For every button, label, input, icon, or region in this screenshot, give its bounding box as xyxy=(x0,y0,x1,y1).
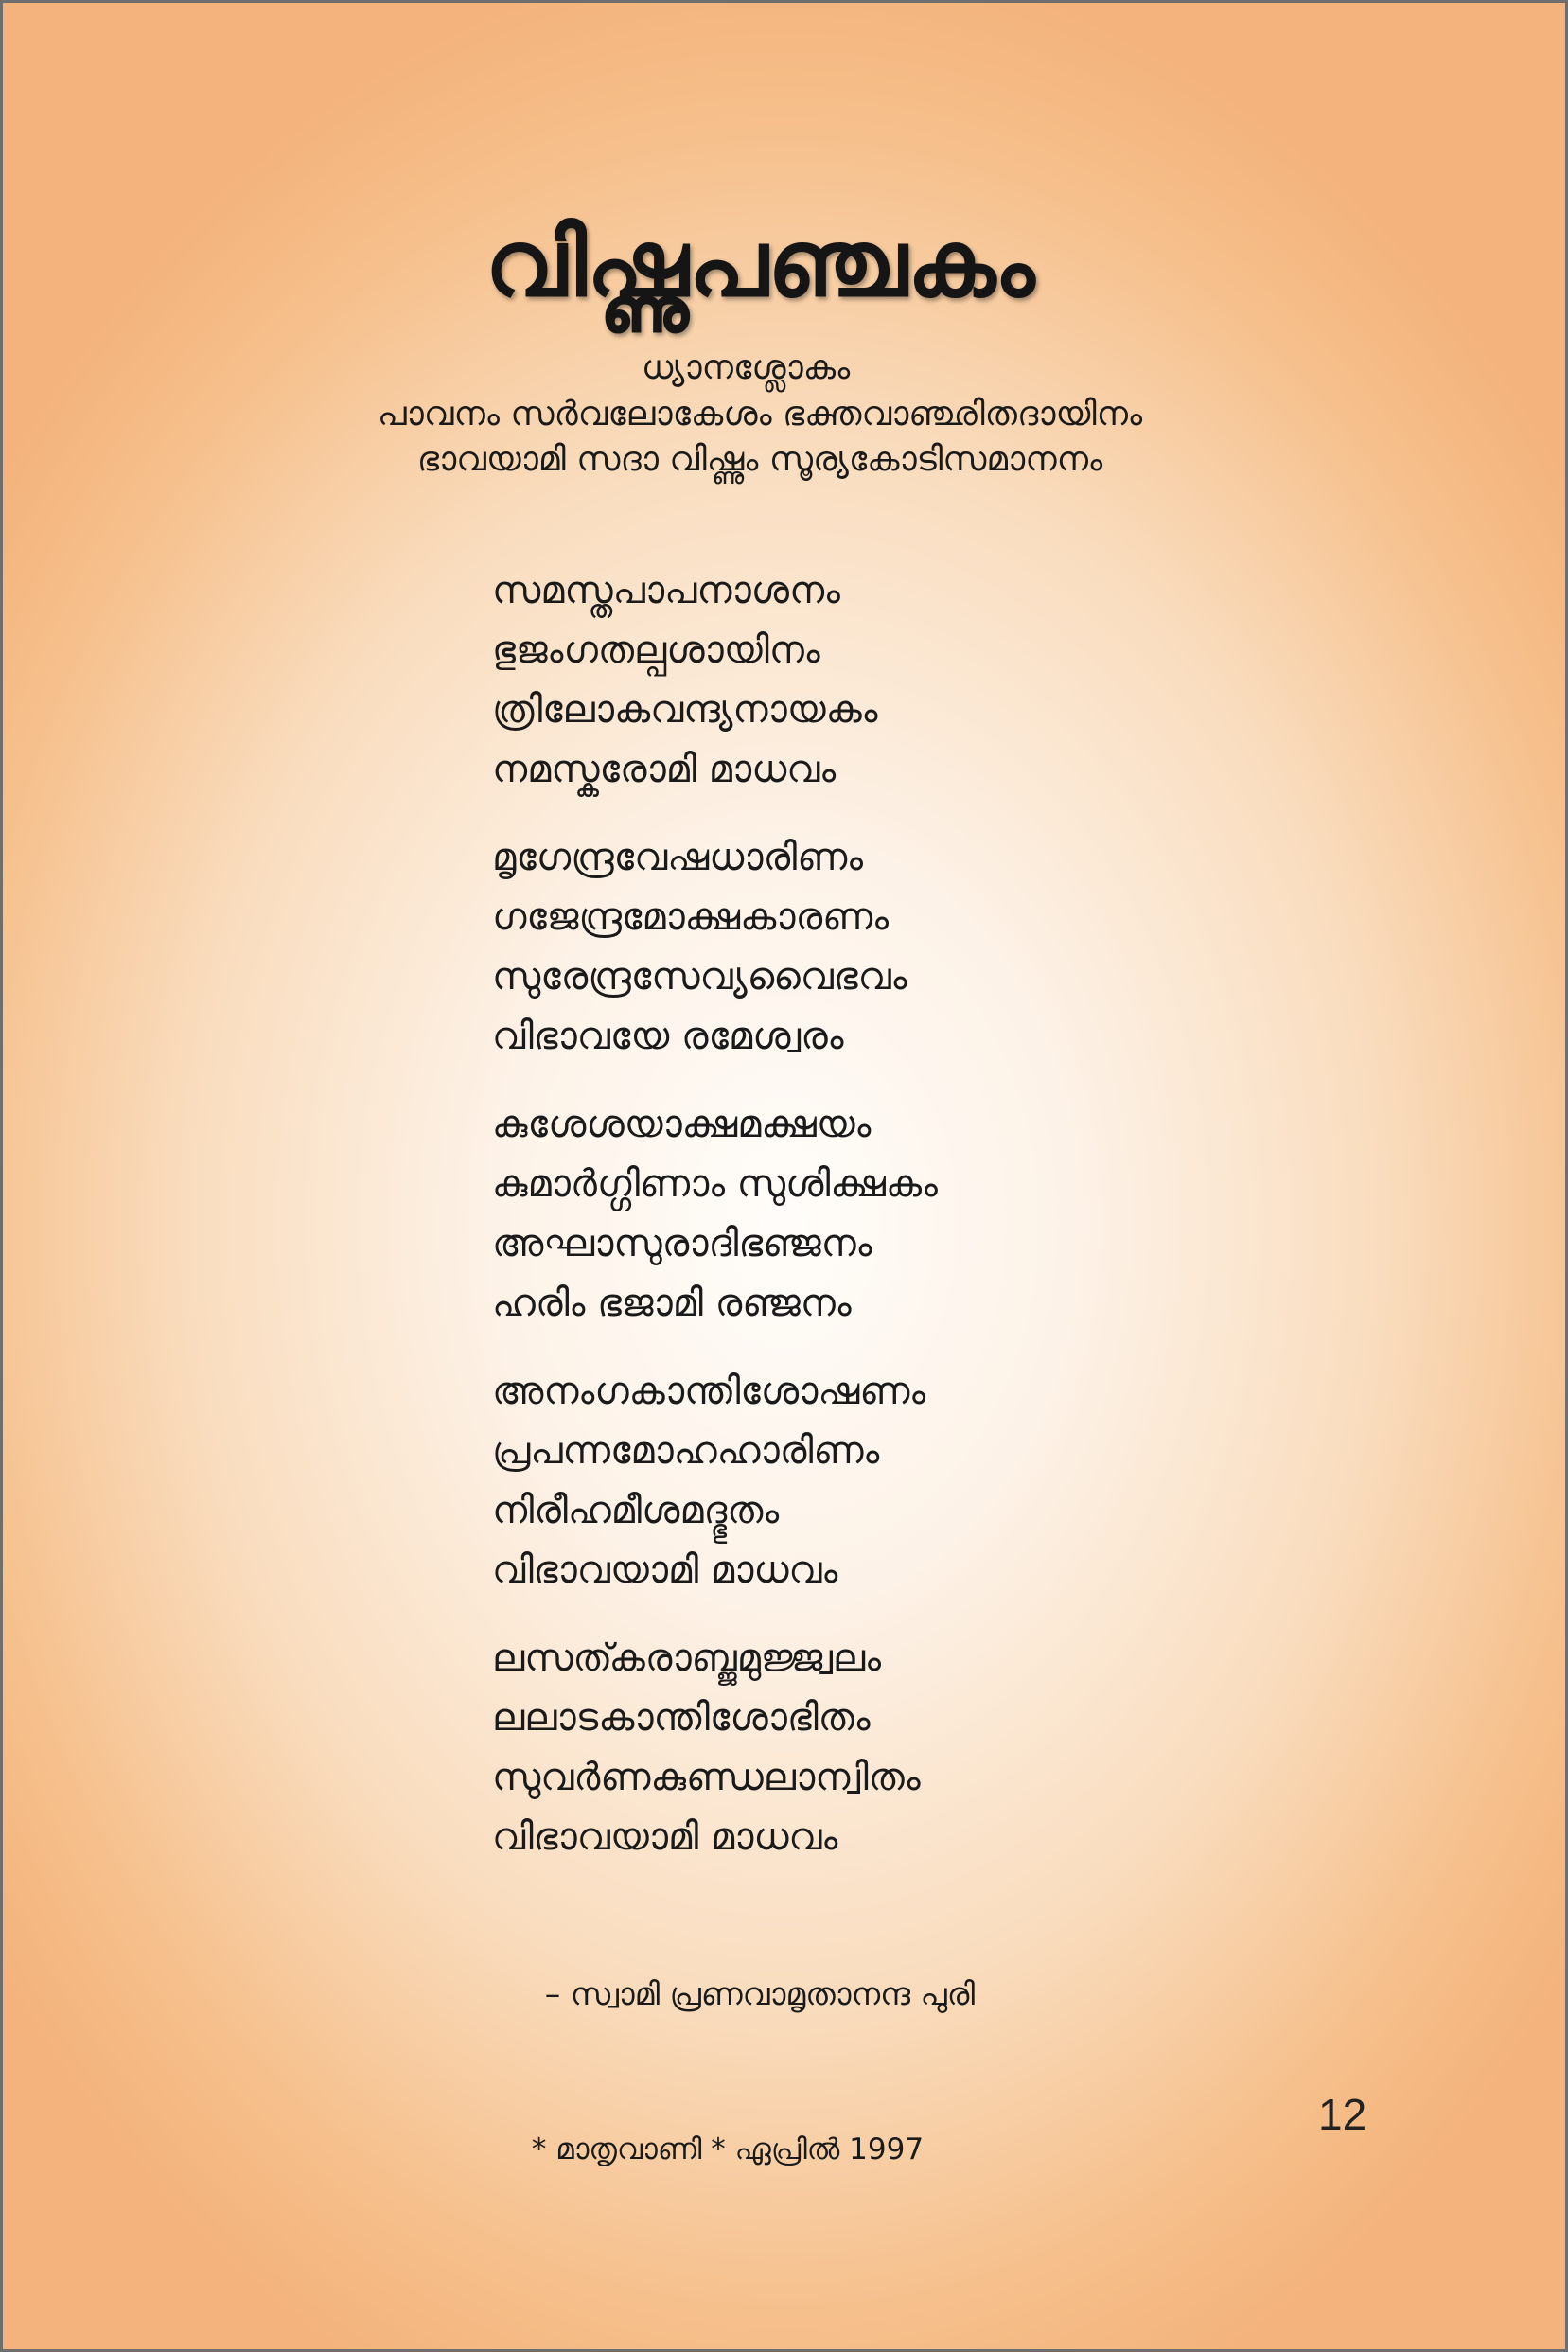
dhyana-heading: ധ്യാനശ്ലോകം xyxy=(641,348,851,387)
verse-line: ഗജേന്ദ്രമോക്ഷകാരണം xyxy=(492,895,889,939)
stanza-1 xyxy=(492,561,1344,800)
source-footer: * മാതൃവാണി * ഏപ്രിൽ 1997 xyxy=(531,2132,925,2166)
verse-line: സുവർണകുണ്ഡലാന്വിതം xyxy=(492,1756,921,1799)
verse-line: വിഭാവയേ രമേശ്വരം xyxy=(492,1015,844,1058)
verse-line: വിഭാവയാമി മാധവം xyxy=(492,1548,838,1592)
page-title: വിഷ്ണുപഞ്ചകം xyxy=(484,210,1035,318)
verse-line: ലസത്കരാബ്ജമുജ്ജ്വലം xyxy=(492,1636,881,1680)
verses xyxy=(492,561,1344,1896)
verse-line: സമസ്തപാപനാശനം xyxy=(492,569,840,612)
verse-line: കുമാർഗ്ഗിണാം സുശിക്ഷകം xyxy=(492,1162,938,1206)
dhyana-line: ഭാവയാമി സദാ വിഷ്ണും സൂര്യകോടിസമാനനം xyxy=(416,440,1103,480)
verse-line: അനംഗകാന്തിശോഷണം xyxy=(492,1370,926,1413)
verse-line: പ്രപന്നമോഹഹാരിണം xyxy=(492,1429,880,1473)
verse-line: ഭുജംഗതല്പശായിനം xyxy=(492,628,820,672)
stanza-2 xyxy=(492,828,1344,1067)
verse-line: ത്രിലോകവന്ദ്യനായകം xyxy=(492,688,878,732)
verse-line: വിഭാവയാമി മാധവം xyxy=(492,1815,838,1859)
author-attribution: – സ്വാമി പ്രണവാമൃതാനന്ദ പുരി xyxy=(544,1975,976,2012)
dhyana-line: പാവനം സർവലോകേശം ഭക്തവാഞ്ഛിതദായിനം xyxy=(377,394,1143,433)
verse-line: നിരീഹമീശമദ്ഭുതം xyxy=(492,1489,780,1532)
verse-line: കുശേശയാക്ഷമക്ഷയം xyxy=(492,1103,872,1146)
verse-line: ഹരിം ഭജാമി രഞ്ജനം xyxy=(492,1282,852,1325)
verse-line: ലലാടകാന്തിശോഭിതം xyxy=(492,1696,871,1740)
verse-line: മൃഗേന്ദ്രവേഷധാരിണം xyxy=(492,836,863,879)
dhyana-shloka xyxy=(3,345,1517,484)
stanza-4 xyxy=(492,1362,1344,1600)
verse-line: നമസ്കരോമി മാധവം xyxy=(492,748,837,791)
verse-line: സുരേന്ദ്രസേവ്യവൈഭവം xyxy=(492,955,907,999)
stanza-3 xyxy=(492,1095,1344,1334)
verse-line: അഘാസുരാദിഭഞ്ജനം xyxy=(492,1222,872,1265)
page-number: 12 xyxy=(1318,2090,1367,2139)
stanza-5 xyxy=(492,1629,1344,1867)
